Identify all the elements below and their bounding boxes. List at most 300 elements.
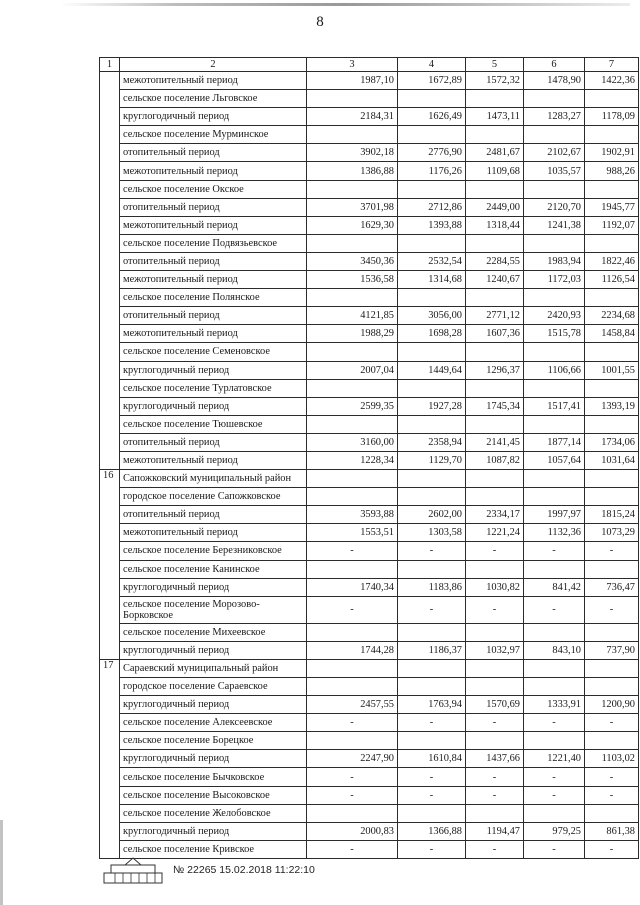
value-cell-col5 — [466, 560, 524, 578]
value-cell-col6: 1106,66 — [524, 361, 585, 379]
value-cell-col5 — [466, 126, 524, 144]
value-cell-col7: 988,26 — [585, 162, 639, 180]
row-label-cell: сельское поселение Кривское — [120, 840, 307, 858]
value-cell-col5: - — [466, 542, 524, 560]
value-cell-col6: 843,10 — [524, 641, 585, 659]
row-label-cell: сельское поселение Морозово-Борковское — [120, 596, 307, 623]
row-label-cell: круглогодичный период — [120, 750, 307, 768]
row-label-cell: сельское поселение Борецкое — [120, 732, 307, 750]
row-label-cell: отопительный период — [120, 433, 307, 451]
table-row — [100, 307, 639, 325]
header-cell: 3 — [307, 58, 398, 72]
row-number-cell — [100, 307, 120, 325]
value-cell-col5 — [466, 379, 524, 397]
value-cell-col4: 1183,86 — [398, 578, 466, 596]
table-row — [100, 343, 639, 361]
value-cell-col6: 1983,94 — [524, 252, 585, 270]
value-cell-col5 — [466, 415, 524, 433]
value-cell-col6: 1221,40 — [524, 750, 585, 768]
value-cell-col4: 1927,28 — [398, 397, 466, 415]
value-cell-col6: - — [524, 714, 585, 732]
value-cell-col4: 1626,49 — [398, 108, 466, 126]
value-cell-col3 — [307, 732, 398, 750]
value-cell-col4: - — [398, 542, 466, 560]
value-cell-col3: 3593,88 — [307, 506, 398, 524]
row-label-cell: межотопительный период — [120, 325, 307, 343]
value-cell-col7: 737,90 — [585, 641, 639, 659]
value-cell-col5: 1318,44 — [466, 216, 524, 234]
value-cell-col3: 2599,35 — [307, 397, 398, 415]
value-cell-col7: 736,47 — [585, 578, 639, 596]
value-cell-col3: 1987,10 — [307, 72, 398, 90]
table-row — [100, 415, 639, 433]
value-cell-col4: - — [398, 714, 466, 732]
row-label-cell: сельское поселение Полянское — [120, 289, 307, 307]
table-row — [100, 451, 639, 469]
table-row — [100, 180, 639, 198]
table-row — [100, 750, 639, 768]
value-cell-col3: - — [307, 596, 398, 623]
row-label-cell: сельское поселение Канинское — [120, 560, 307, 578]
building-stamp-icon — [103, 855, 163, 885]
table-row — [100, 714, 639, 732]
value-cell-col3: 3160,00 — [307, 433, 398, 451]
tariff-table — [99, 57, 639, 859]
value-cell-col6 — [524, 732, 585, 750]
table-row — [100, 379, 639, 397]
value-cell-col4: 1366,88 — [398, 822, 466, 840]
table-row — [100, 822, 639, 840]
value-cell-col4: 1763,94 — [398, 696, 466, 714]
value-cell-col7: 1031,64 — [585, 451, 639, 469]
value-cell-col3 — [307, 488, 398, 506]
value-cell-col7 — [585, 289, 639, 307]
table-row — [100, 470, 639, 488]
value-cell-col5: 2141,45 — [466, 433, 524, 451]
row-number-cell — [100, 343, 120, 361]
value-cell-col5 — [466, 180, 524, 198]
value-cell-col6 — [524, 126, 585, 144]
value-cell-col4 — [398, 659, 466, 677]
value-cell-col7: 1001,55 — [585, 361, 639, 379]
value-cell-col7 — [585, 90, 639, 108]
value-cell-col4: 1129,70 — [398, 451, 466, 469]
value-cell-col6: 1997,97 — [524, 506, 585, 524]
table-row — [100, 162, 639, 180]
value-cell-col3: 2247,90 — [307, 750, 398, 768]
value-cell-col5: 2284,55 — [466, 252, 524, 270]
table-row — [100, 641, 639, 659]
table-row — [100, 524, 639, 542]
header-cell: 5 — [466, 58, 524, 72]
row-label-cell: отопительный период — [120, 307, 307, 325]
value-cell-col6: 1132,36 — [524, 524, 585, 542]
row-label-cell: городское поселение Сапожковское — [120, 488, 307, 506]
value-cell-col6 — [524, 470, 585, 488]
header-cell: 2 — [120, 58, 307, 72]
value-cell-col3: 1386,88 — [307, 162, 398, 180]
value-cell-col6 — [524, 659, 585, 677]
value-cell-col6: - — [524, 596, 585, 623]
value-cell-col3 — [307, 804, 398, 822]
row-label-cell: межотопительный период — [120, 72, 307, 90]
page-number: 8 — [316, 14, 324, 30]
row-label-cell: круглогодичный период — [120, 397, 307, 415]
row-label-cell: круглогодичный период — [120, 822, 307, 840]
value-cell-col5 — [466, 470, 524, 488]
value-cell-col3 — [307, 180, 398, 198]
value-cell-col3: 3450,36 — [307, 252, 398, 270]
value-cell-col7: 1178,09 — [585, 108, 639, 126]
value-cell-col7: 1393,19 — [585, 397, 639, 415]
row-label-cell: Сапожковский муниципальный район — [120, 470, 307, 488]
value-cell-col5 — [466, 90, 524, 108]
table-header-row — [100, 58, 639, 72]
table-row — [100, 144, 639, 162]
value-cell-col3: 1228,34 — [307, 451, 398, 469]
value-cell-col5: 2449,00 — [466, 198, 524, 216]
row-label-cell: межотопительный период — [120, 271, 307, 289]
value-cell-col6: 1515,78 — [524, 325, 585, 343]
value-cell-col6 — [524, 234, 585, 252]
value-cell-col5 — [466, 732, 524, 750]
value-cell-col3 — [307, 415, 398, 433]
value-cell-col6: 1333,91 — [524, 696, 585, 714]
value-cell-col4 — [398, 343, 466, 361]
value-cell-col4: 2532,54 — [398, 252, 466, 270]
value-cell-col7: 1200,90 — [585, 696, 639, 714]
row-number-cell — [100, 768, 120, 786]
scan-edge-mark — [0, 820, 3, 905]
value-cell-col7 — [585, 659, 639, 677]
header-cell: 6 — [524, 58, 585, 72]
row-label-cell: сельское поселение Березниковское — [120, 542, 307, 560]
value-cell-col7: 1815,24 — [585, 506, 639, 524]
row-number-cell — [100, 641, 120, 659]
value-cell-col7: 1073,29 — [585, 524, 639, 542]
row-number-cell — [100, 289, 120, 307]
value-cell-col4 — [398, 470, 466, 488]
row-number-cell — [100, 678, 120, 696]
table-row — [100, 678, 639, 696]
row-number-cell — [100, 488, 120, 506]
table-row — [100, 397, 639, 415]
value-cell-col3: 1553,51 — [307, 524, 398, 542]
row-number-cell — [100, 750, 120, 768]
row-number-cell — [100, 108, 120, 126]
row-label-cell: круглогодичный период — [120, 696, 307, 714]
table-row — [100, 560, 639, 578]
value-cell-col6: 1057,64 — [524, 451, 585, 469]
value-cell-col4: 1314,68 — [398, 271, 466, 289]
row-number-cell — [100, 696, 120, 714]
value-cell-col5: 1032,97 — [466, 641, 524, 659]
table-row — [100, 659, 639, 677]
row-number-cell — [100, 732, 120, 750]
row-number-cell — [100, 252, 120, 270]
row-label-cell: круглогодичный период — [120, 641, 307, 659]
row-label-cell: сельское поселение Алексеевское — [120, 714, 307, 732]
value-cell-col6: 979,25 — [524, 822, 585, 840]
value-cell-col6: 1172,03 — [524, 271, 585, 289]
value-cell-col3 — [307, 379, 398, 397]
value-cell-col7: - — [585, 768, 639, 786]
value-cell-col6: 1035,57 — [524, 162, 585, 180]
row-number-cell — [100, 198, 120, 216]
row-number-cell — [100, 325, 120, 343]
value-cell-col3 — [307, 90, 398, 108]
value-cell-col7 — [585, 415, 639, 433]
value-cell-col7: 1103,02 — [585, 750, 639, 768]
value-cell-col3: 2007,04 — [307, 361, 398, 379]
row-number-cell — [100, 786, 120, 804]
row-label-cell: межотопительный период — [120, 451, 307, 469]
value-cell-col5: - — [466, 596, 524, 623]
value-cell-col3: 3701,98 — [307, 198, 398, 216]
table-row — [100, 578, 639, 596]
row-number-cell — [100, 433, 120, 451]
value-cell-col4 — [398, 90, 466, 108]
value-cell-col3: 2000,83 — [307, 822, 398, 840]
row-number-cell — [100, 524, 120, 542]
row-number-cell — [100, 415, 120, 433]
table-row — [100, 72, 639, 90]
table-row — [100, 768, 639, 786]
row-number-cell — [100, 560, 120, 578]
value-cell-col6 — [524, 678, 585, 696]
table-row — [100, 108, 639, 126]
table-row — [100, 623, 639, 641]
value-cell-col5 — [466, 234, 524, 252]
value-cell-col6: 1478,90 — [524, 72, 585, 90]
value-cell-col6: 2102,67 — [524, 144, 585, 162]
value-cell-col7: 1902,91 — [585, 144, 639, 162]
row-number-cell — [100, 578, 120, 596]
value-cell-col5: 1745,34 — [466, 397, 524, 415]
row-number-cell — [100, 144, 120, 162]
value-cell-col7 — [585, 379, 639, 397]
value-cell-col6: 1517,41 — [524, 397, 585, 415]
value-cell-col5 — [466, 488, 524, 506]
value-cell-col5: 1296,37 — [466, 361, 524, 379]
table-row — [100, 433, 639, 451]
table-row — [100, 234, 639, 252]
value-cell-col3: 1629,30 — [307, 216, 398, 234]
value-cell-col4: 2602,00 — [398, 506, 466, 524]
value-cell-col7 — [585, 804, 639, 822]
value-cell-col4 — [398, 126, 466, 144]
value-cell-col4 — [398, 488, 466, 506]
value-cell-col3: 1988,29 — [307, 325, 398, 343]
row-label-cell: круглогодичный период — [120, 108, 307, 126]
value-cell-col7 — [585, 732, 639, 750]
document-registration-stamp: № 22265 15.02.2018 11:22:10 — [173, 864, 315, 876]
value-cell-col6: 1241,38 — [524, 216, 585, 234]
value-cell-col5: 1437,66 — [466, 750, 524, 768]
value-cell-col6: - — [524, 768, 585, 786]
value-cell-col3: - — [307, 714, 398, 732]
row-number-cell — [100, 714, 120, 732]
value-cell-col7: 861,38 — [585, 822, 639, 840]
value-cell-col5: 1572,32 — [466, 72, 524, 90]
value-cell-col7: - — [585, 542, 639, 560]
row-number-cell — [100, 822, 120, 840]
row-label-cell: сельское поселение Окское — [120, 180, 307, 198]
value-cell-col4: 2358,94 — [398, 433, 466, 451]
row-label-cell: Сараевский муниципальный район — [120, 659, 307, 677]
value-cell-col4: 1186,37 — [398, 641, 466, 659]
value-cell-col7: - — [585, 786, 639, 804]
value-cell-col4 — [398, 560, 466, 578]
value-cell-col7 — [585, 470, 639, 488]
table-row — [100, 786, 639, 804]
value-cell-col5: - — [466, 786, 524, 804]
value-cell-col6: 1877,14 — [524, 433, 585, 451]
value-cell-col5: 1607,36 — [466, 325, 524, 343]
value-cell-col6: 2120,70 — [524, 198, 585, 216]
value-cell-col7 — [585, 343, 639, 361]
value-cell-col4: - — [398, 768, 466, 786]
value-cell-col3 — [307, 623, 398, 641]
value-cell-col3 — [307, 678, 398, 696]
value-cell-col4: 1393,88 — [398, 216, 466, 234]
value-cell-col7 — [585, 234, 639, 252]
table-row — [100, 506, 639, 524]
row-label-cell: межотопительный период — [120, 216, 307, 234]
value-cell-col3: - — [307, 542, 398, 560]
row-number-cell — [100, 397, 120, 415]
value-cell-col4: - — [398, 596, 466, 623]
value-cell-col5: 1221,24 — [466, 524, 524, 542]
value-cell-col3 — [307, 343, 398, 361]
value-cell-col5: 1240,67 — [466, 271, 524, 289]
table-row — [100, 542, 639, 560]
table-row — [100, 696, 639, 714]
value-cell-col4 — [398, 804, 466, 822]
table-row — [100, 289, 639, 307]
value-cell-col6 — [524, 415, 585, 433]
value-cell-col4 — [398, 678, 466, 696]
value-cell-col7: 1422,36 — [585, 72, 639, 90]
value-cell-col5 — [466, 343, 524, 361]
row-number-cell — [100, 72, 120, 90]
value-cell-col4: 1303,58 — [398, 524, 466, 542]
table-row — [100, 252, 639, 270]
value-cell-col7 — [585, 180, 639, 198]
value-cell-col6 — [524, 343, 585, 361]
row-label-cell: сельское поселение Льговское — [120, 90, 307, 108]
row-number-cell — [100, 379, 120, 397]
row-label-cell: городское поселение Сараевское — [120, 678, 307, 696]
value-cell-col4: 1449,64 — [398, 361, 466, 379]
value-cell-col4: - — [398, 786, 466, 804]
value-cell-col3 — [307, 234, 398, 252]
row-number-cell — [100, 216, 120, 234]
row-label-cell: отопительный период — [120, 144, 307, 162]
value-cell-col6 — [524, 180, 585, 198]
value-cell-col4 — [398, 180, 466, 198]
value-cell-col5: 1087,82 — [466, 451, 524, 469]
row-number-cell — [100, 804, 120, 822]
value-cell-col5: 2334,17 — [466, 506, 524, 524]
value-cell-col3 — [307, 659, 398, 677]
scan-edge-shadow — [60, 3, 630, 6]
value-cell-col7: 2234,68 — [585, 307, 639, 325]
value-cell-col6 — [524, 623, 585, 641]
value-cell-col5: 1473,11 — [466, 108, 524, 126]
value-cell-col5 — [466, 678, 524, 696]
row-label-cell: сельское поселение Турлатовское — [120, 379, 307, 397]
value-cell-col4: 2776,90 — [398, 144, 466, 162]
value-cell-col4: 2712,86 — [398, 198, 466, 216]
row-label-cell: сельское поселение Подвязьевское — [120, 234, 307, 252]
table-row — [100, 198, 639, 216]
value-cell-col5 — [466, 289, 524, 307]
table-row — [100, 596, 639, 623]
header-cell: 4 — [398, 58, 466, 72]
header-cell: 1 — [100, 58, 120, 72]
value-cell-col5: 1109,68 — [466, 162, 524, 180]
value-cell-col7: 1126,54 — [585, 271, 639, 289]
value-cell-col7: 1458,84 — [585, 325, 639, 343]
value-cell-col7 — [585, 126, 639, 144]
value-cell-col6 — [524, 804, 585, 822]
table-row — [100, 732, 639, 750]
value-cell-col6 — [524, 289, 585, 307]
row-label-cell: сельское поселение Семеновское — [120, 343, 307, 361]
row-label-cell: отопительный период — [120, 198, 307, 216]
row-number-cell — [100, 271, 120, 289]
row-number-cell — [100, 361, 120, 379]
row-number-cell — [100, 162, 120, 180]
header-cell: 7 — [585, 58, 639, 72]
row-label-cell: отопительный период — [120, 252, 307, 270]
value-cell-col3: - — [307, 768, 398, 786]
value-cell-col7: - — [585, 840, 639, 858]
value-cell-col7: 1192,07 — [585, 216, 639, 234]
value-cell-col5 — [466, 623, 524, 641]
value-cell-col6 — [524, 560, 585, 578]
value-cell-col3 — [307, 470, 398, 488]
row-number-cell — [100, 180, 120, 198]
table-row — [100, 325, 639, 343]
row-number-cell — [100, 451, 120, 469]
value-cell-col5 — [466, 659, 524, 677]
value-cell-col3: - — [307, 786, 398, 804]
row-label-cell: межотопительный период — [120, 162, 307, 180]
value-cell-col4: 1610,84 — [398, 750, 466, 768]
value-cell-col3: - — [307, 840, 398, 858]
row-label-cell: сельское поселение Желобовское — [120, 804, 307, 822]
value-cell-col7 — [585, 623, 639, 641]
row-label-cell: сельское поселение Михеевское — [120, 623, 307, 641]
row-number-cell: 17 — [100, 659, 120, 677]
value-cell-col3: 3902,18 — [307, 144, 398, 162]
value-cell-col3: 2457,55 — [307, 696, 398, 714]
row-number-cell — [100, 506, 120, 524]
value-cell-col7 — [585, 678, 639, 696]
table-row — [100, 804, 639, 822]
value-cell-col4: 1672,89 — [398, 72, 466, 90]
value-cell-col4 — [398, 623, 466, 641]
row-label-cell: сельское поселение Бычковское — [120, 768, 307, 786]
row-label-cell: отопительный период — [120, 506, 307, 524]
value-cell-col7 — [585, 488, 639, 506]
value-cell-col3: 2184,31 — [307, 108, 398, 126]
value-cell-col4: 1176,26 — [398, 162, 466, 180]
value-cell-col4 — [398, 289, 466, 307]
row-label-cell: межотопительный период — [120, 524, 307, 542]
